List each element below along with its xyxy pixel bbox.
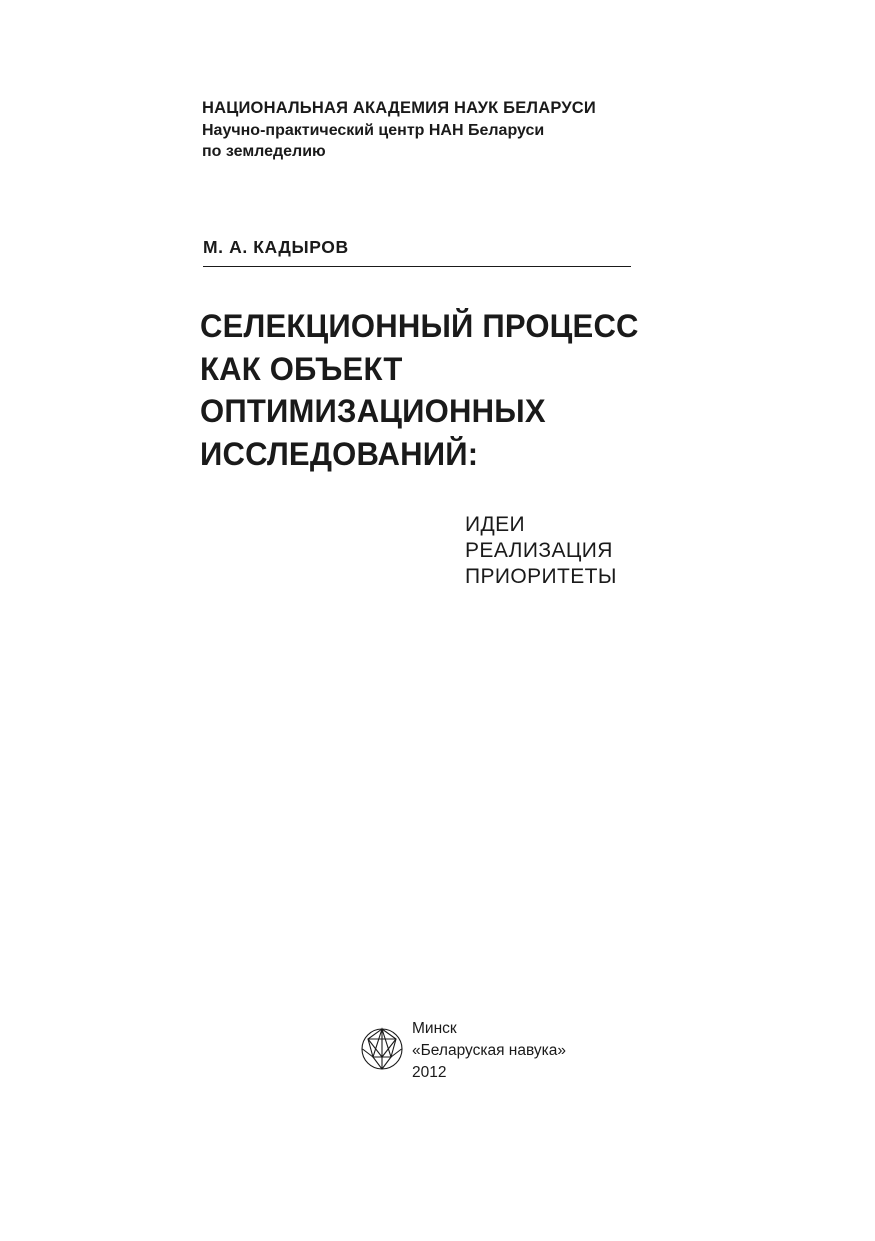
page-title-line-1: СЕЛЕКЦИОННЫЙ ПРОЦЕСС (200, 308, 639, 344)
academy-block (202, 98, 672, 162)
subtitle-line-2: РЕАЛИЗАЦИЯ (465, 539, 613, 563)
imprint-block (360, 1018, 566, 1084)
page-title-line-3: ОПТИМИЗАЦИОННЫХ (200, 393, 546, 430)
subtitle-block (330, 512, 632, 590)
page-title-line-4: ИССЛЕДОВАНИЙ: (200, 435, 479, 472)
academy-name: НАЦИОНАЛЬНАЯ АКАДЕМИЯ НАУК БЕЛАРУСИ (202, 99, 596, 117)
page-title (200, 305, 645, 475)
academy-center-line1: Научно-практический центр НАН Беларуси (202, 121, 545, 139)
horizontal-divider (203, 266, 631, 267)
academy-center-line2: по земледелию (202, 142, 326, 160)
author-name: М. А. КАДЫРОВ (203, 237, 349, 257)
imprint-publisher: «Беларуская навука» (412, 1042, 566, 1059)
subtitle-line-1: ИДЕИ (465, 513, 526, 536)
imprint-city: Минск (412, 1020, 457, 1037)
page-title-line-2: КАК ОБЪЕКТ (200, 350, 403, 387)
imprint-year: 2012 (412, 1064, 447, 1081)
publisher-polyhedron-logo-icon (360, 1020, 404, 1078)
imprint-text (412, 1018, 566, 1084)
subtitle-line-3: ПРИОРИТЕТЫ (465, 565, 617, 589)
